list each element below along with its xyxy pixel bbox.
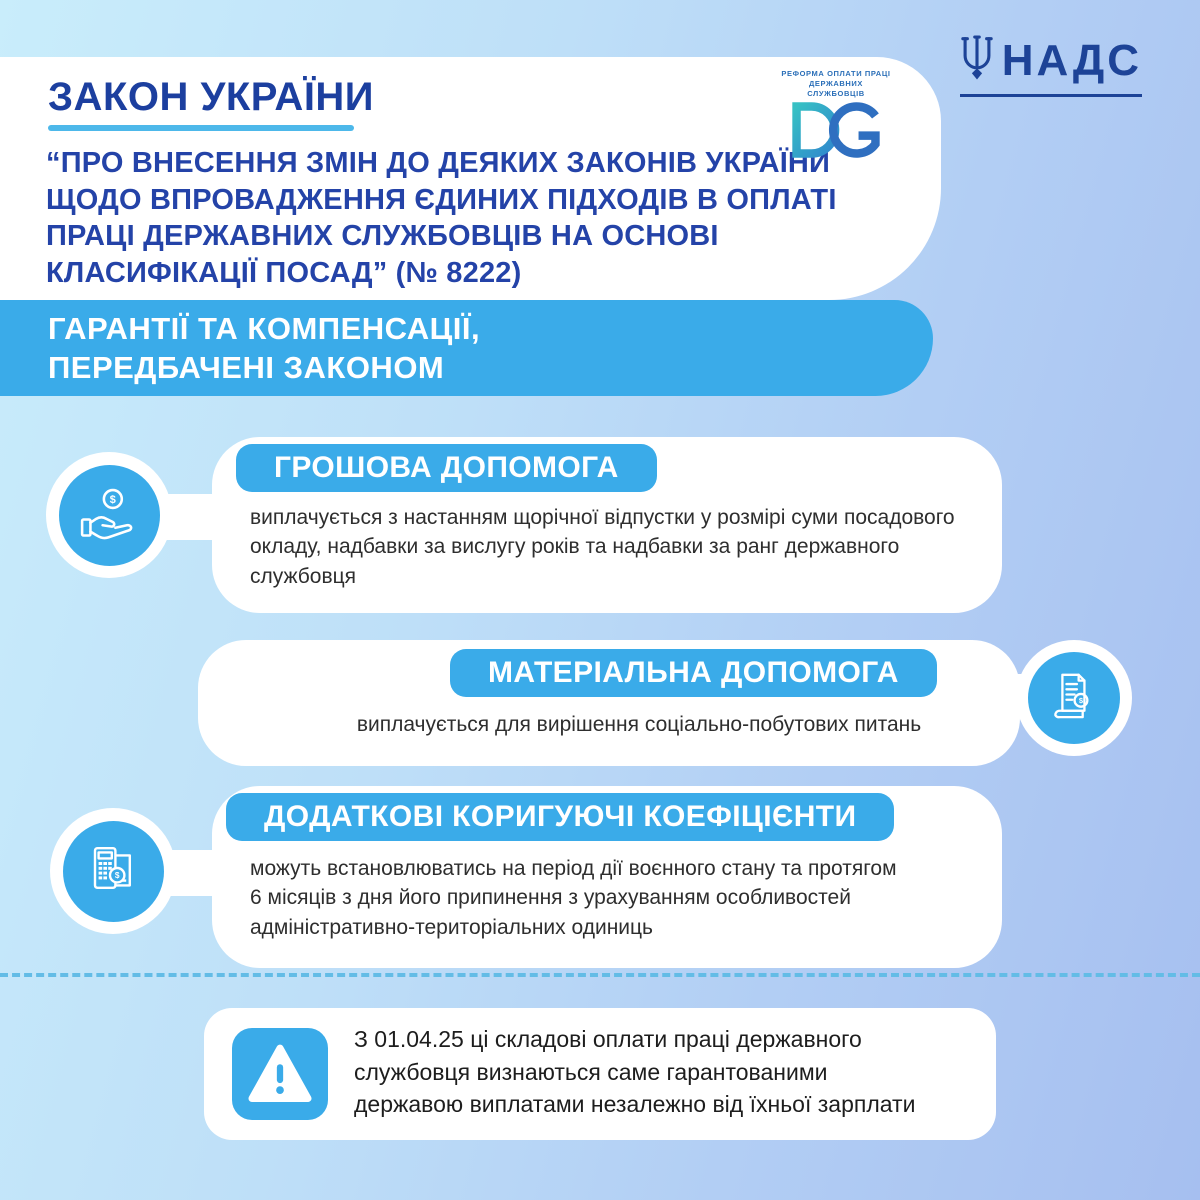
dg-letters-icon <box>781 99 891 166</box>
benefit-title-material-aid: МАТЕРІАЛЬНА ДОПОМОГА <box>450 649 937 697</box>
dg-logo-caption: РЕФОРМА ОПЛАТИ ПРАЦІ ДЕРЖАВНИХ СЛУЖБОВЦІВ <box>781 69 891 98</box>
benefit-body-material-aid: виплачується для вирішення соціально-побутових питань <box>356 713 922 736</box>
receipt-dollar-icon <box>1016 640 1132 756</box>
benefit-card-material-aid <box>198 640 1020 766</box>
trident-icon <box>960 34 994 87</box>
benefit-body-coefficients: можуть встановлюватись на період дії воєнного стану та протягом 6 місяців з дня його припинення з урахуванням особливостей адміністративно-територіальних одиниць <box>250 857 897 939</box>
header-card <box>0 57 941 300</box>
benefit-title-money-aid: ГРОШОВА ДОПОМОГА <box>236 444 657 492</box>
nads-label: НАДС <box>1001 35 1142 85</box>
svg-text:$: $ <box>114 870 120 881</box>
title-underline <box>48 125 354 131</box>
svg-text:$: $ <box>109 493 116 506</box>
guarantees-banner <box>0 300 933 396</box>
benefit-title-coefficients: ДОДАТКОВІ КОРИГУЮЧІ КОЕФІЦІЄНТИ <box>226 793 894 841</box>
page-title: ЗАКОН УКРАЇНИ <box>48 75 374 119</box>
nads-logo <box>960 34 1142 97</box>
note-card <box>204 1008 996 1140</box>
svg-text:$: $ <box>1078 696 1084 706</box>
benefit-card-money-aid <box>212 437 1002 613</box>
hand-coin-icon <box>46 452 172 578</box>
dashed-divider <box>0 973 1200 977</box>
warning-icon <box>232 1028 328 1120</box>
law-subtitle: “ПРО ВНЕСЕННЯ ЗМІН ДО ДЕЯКИХ ЗАКОНІВ УКРАЇНИ ЩОДО ВПРОВАДЖЕННЯ ЄДИНИХ ПІДХОДІВ В ОПЛАТІ ПРАЦІ ДЕРЖАВНИХ СЛУЖБОВЦІВ НА ОСНОВІ КЛАСИФІКАЦІЇ ПОСАД” (№ 8222) <box>46 147 837 289</box>
calculator-dollar-icon <box>50 808 176 934</box>
guarantees-banner-text: ГАРАНТІЇ ТА КОМПЕНСАЦІЇ, ПЕРЕДБАЧЕНІ ЗАКОНОМ <box>48 311 481 386</box>
benefit-body-money-aid: виплачується з настанням щорічної відпустки у розмірі суми посадового окладу, надбавки за вислугу років та надбавки за ранг державного службовця <box>250 506 955 588</box>
benefit-card-coefficients <box>212 786 1002 968</box>
note-text: З 01.04.25 ці складові оплати праці державного службовця визнаються саме гарантованими державою виплатами незалежно від їхньої зарплати <box>354 1026 916 1118</box>
dg-reform-logo <box>781 69 891 166</box>
